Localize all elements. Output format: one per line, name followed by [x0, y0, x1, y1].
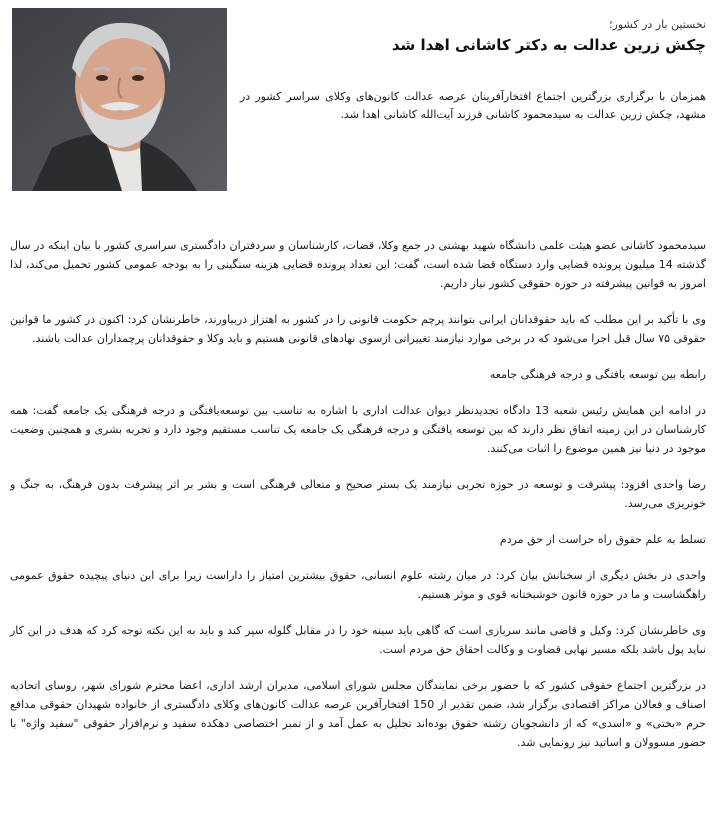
subheading: رابطه بین توسعه یافتگی و درجه فرهنگی جامعه [489, 368, 706, 381]
article-lead: همزمان با برگزاری بزرگترین اجتماع افتخارآفرینان عرصه عدالت کانون‌های وکلای سراسر کشور در مشهد، چکش زرین عدالت به سیدمحمود کاشانی فرزند آیت‌الله کاشانی اهدا شد. [240, 90, 706, 121]
paragraph: سیدمحمود کاشانی عضو هیئت علمی دانشگاه شهید بهشتی در جمع وکلا، قضات، کارشناسان و سردفتران دادگستری سراسری کشور با بیان اینکه در سال گذشته 14 میلیون پرونده قضایی وارد دستگاه قضا شده است، گفت: این تعداد پرونده قضایی هزینه سنگینی را به بودجه عمومی کشور تحمیل می‌کند، لذا امروز به قوانین پیشرفته در حوزه حقوقی کشور نیاز داریم. [10, 239, 706, 290]
subheading: تسلط به علم حقوق راه حراست از حق مردم [499, 533, 706, 546]
paragraph: رضا واحدی افزود: پیشرفت و توسعه در حوزه تجربی نیازمند یک بستر صحیح و متعالی فرهنگی است و بشر بر اثر پیشرفت بدون فرهنگ، به جنگ و خونریزی می‌رسد. [10, 478, 706, 510]
article-headline: چکش زرین عدالت به دکتر کاشانی اهدا شد [391, 36, 706, 54]
paragraph: در ادامه این همایش رئیس شعبه 13 دادگاه تجدیدنظر دیوان عدالت اداری با اشاره به تناسب بین توسعه‌یافتگی و درجه فرهنگی یک جامعه گفت: همه کارشناسان در این زمینه اتفاق نظر دارند که بین توسعه یافتگی و درجه فرهنگی یک جامعه یک تناسب مستقیم وجود دارد و تجربه بشری و همچنین وضعیت موجود در دنیا نیز همین موضوع را اثبات می‌کنند. [10, 404, 706, 455]
paragraph: وی با تأکید بر این مطلب که باید حقوقدانان ایرانی بتوانند پرچم حکومت قانونی را در کشور به اهتزاز دربیاورند، خاطرنشان کرد: اکنون در کشور ما قوانین حقوقی ۷۵ سال قبل اجرا می‌شود که در برخی موارد نیازمند تغییراتی ازسوی نهادهای قانونی هستیم و باید وکلا و حقوقدانان پرچمداران عدالت باشند. [10, 313, 706, 345]
portrait-photo [12, 8, 227, 191]
paragraph: در بزرگترین اجتماع حقوقی کشور که با حضور برخی نمایندگان مجلس شورای اسلامی، مدیران ارشد اداری، اعضا محترم شورای شهر، روسای اتحادیه اصناف و فعالان مراکز اقتصادی برگزار شد، ضمن تقدیر از 150 افتخارآفرین عرصه عدالت کانون‌های وکلای دادگستری از خانواده شهیدان حقوقی مدافع حرم «بختی» و «اسدی» که از دانشجویان رشته حقوق بوده‌اند تجلیل به عمل آمد و از تمبر اختصاصی دهکده سفید و نرم‌افزار حقوقی "سفید واژه" با حضور مسوولان و اساتید نیز رونمایی شد. [10, 679, 706, 749]
article-body [10, 236, 706, 769]
paragraph: واحدی در بخش دیگری از سخنانش بیان کرد: در میان رشته علوم انسانی، حقوق بیشترین امتیاز را داراست زیرا برای این دنیای پیچیده حقوق عمومی راهگشاست و ما در حوزه قانون خوشبختانه قوی و موثر هستیم. [10, 569, 706, 601]
paragraph: وی خاطرنشان کرد: وکیل و قاضی مانند سربازی است که گاهی باید سینه خود را در مقابل گلوله سپر کند و باید به این نکته توجه کرد که هدف در این کار نباید پول باشد بلکه مسیر نهایی قضاوت و وکالت احقاق حق مردم است. [10, 624, 706, 656]
article-kicker: نخستین بار در کشور؛ [609, 18, 706, 31]
article-header [240, 18, 706, 56]
